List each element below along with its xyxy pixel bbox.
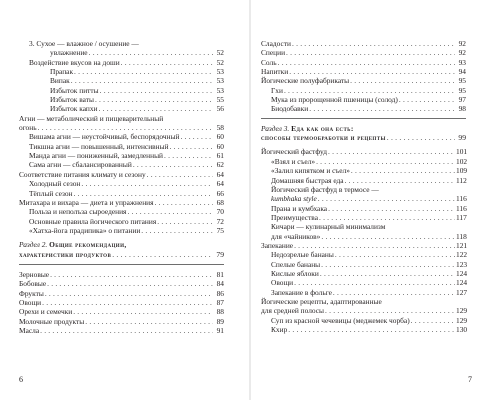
toc-entry [19, 317, 224, 326]
section-label: Раздел 2. [19, 240, 48, 250]
page-number: 64 [216, 179, 224, 189]
toc-entry-title: 3. Сухое — влажное / осушение — [29, 39, 139, 48]
leader-dots [319, 213, 455, 222]
leader-dots [81, 179, 213, 188]
toc-entry [19, 217, 224, 226]
leader-dots [286, 48, 455, 57]
section-title-line2: характеристики продуктов [19, 249, 112, 259]
toc-entry-title: Зерновые [19, 269, 50, 279]
toc-entry [261, 241, 466, 250]
toc-entry-title: «Взял и съел» [271, 156, 316, 166]
leader-dots [85, 317, 213, 326]
leader-dots [164, 151, 213, 160]
section-heading [261, 124, 466, 143]
toc-entry-title: Овощи [271, 278, 294, 288]
leader-dots [289, 67, 455, 76]
divider [261, 118, 466, 119]
leader-dots [157, 217, 213, 226]
toc-entry [261, 147, 466, 156]
toc-entry [261, 204, 466, 213]
leader-dots [284, 86, 455, 95]
page-number: 87 [216, 297, 224, 307]
page-folio: 6 [19, 375, 23, 384]
leader-dots [47, 279, 213, 288]
toc-entry-title: Фрукты [19, 288, 44, 298]
section-title-line2: способы термообработки и рецепты [261, 132, 386, 142]
leader-dots [50, 270, 213, 279]
leader-dots [73, 189, 213, 198]
toc-entry [261, 86, 466, 95]
page-number: 101 [456, 147, 468, 157]
page-number: 53 [216, 76, 224, 86]
leader-dots [278, 58, 455, 67]
toc-entry-title: Манда агни — пониженный, замедленный [29, 151, 163, 161]
page-number: 116 [456, 194, 467, 204]
divider [19, 264, 224, 265]
leader-dots [321, 232, 455, 241]
toc-entry-title: Недозрелые бананы [271, 250, 334, 260]
toc-entry [261, 176, 466, 185]
page-number: 127 [456, 287, 468, 297]
leader-dots [325, 306, 455, 315]
leader-dots [95, 95, 213, 104]
page-folio: 7 [468, 375, 472, 384]
page-number: 99 [458, 132, 466, 142]
page-number: 94 [458, 67, 466, 77]
toc-entry [261, 194, 466, 203]
leader-dots [294, 278, 455, 287]
page-number: 88 [216, 307, 224, 317]
toc-entry-title: Суп из красной чечевицы (меджемек чорба) [271, 315, 410, 325]
toc-entry [19, 132, 224, 141]
toc-entry [19, 279, 224, 288]
leader-dots [351, 166, 455, 175]
toc-entry [261, 48, 466, 57]
toc-entry [19, 289, 224, 298]
leader-dots [288, 325, 455, 334]
page-number: 66 [216, 188, 224, 198]
leader-dots [181, 132, 213, 141]
leader-dots [38, 123, 213, 132]
toc-entry [19, 95, 224, 104]
toc-entry-title: Запекание [261, 240, 294, 250]
toc-entry [19, 326, 224, 335]
toc-entry-title: Йогический фастфуд в термосе — [271, 184, 379, 194]
toc-entry [261, 222, 466, 231]
toc-entry-title: Биодобавки [271, 104, 309, 114]
toc-entry [19, 39, 224, 48]
page-number: 70 [216, 207, 224, 217]
leader-dots [328, 147, 455, 156]
leader-dots [45, 289, 213, 298]
toc-entry-title: Соль [261, 57, 277, 67]
leader-dots [71, 76, 213, 85]
page-number: 124 [456, 268, 468, 278]
leader-dots [350, 76, 455, 85]
toc-entry [261, 213, 466, 222]
page-number: 93 [458, 57, 466, 67]
toc-entry [19, 307, 224, 316]
page-number: 95 [458, 76, 466, 86]
leader-dots [155, 198, 213, 207]
page-number: 55 [216, 95, 224, 105]
toc-entry-title: Прана и кумбхака [271, 203, 328, 213]
page-number: 91 [216, 326, 224, 336]
toc-entry-title: Сладости [261, 39, 292, 48]
toc-entry [19, 151, 224, 160]
leader-dots [320, 269, 455, 278]
toc-entry-title: Випак [50, 76, 70, 86]
toc-entry [19, 86, 224, 95]
toc-entry-title: Молочные продукты [19, 316, 85, 326]
leader-dots [170, 142, 213, 151]
toc-entry-title: Основные правила йогического питания [29, 216, 157, 226]
toc-entry [261, 67, 466, 76]
toc-entry-title: Напитки [261, 67, 289, 77]
toc-entry [19, 298, 224, 307]
toc-entry-title: Овощи [19, 297, 42, 307]
toc-entry-title: Избыток капхи [50, 104, 98, 114]
page-number: 129 [456, 315, 468, 325]
toc-entry [261, 95, 466, 104]
toc-entry [19, 179, 224, 188]
toc-entry [261, 269, 466, 278]
leader-dots [294, 241, 455, 250]
toc-entry-title: Кичари — кулинарный минимализм [271, 222, 386, 232]
page-number: 97 [458, 95, 466, 105]
toc-entry-title: Вишама агни — неустойчивый, беспорядочный [29, 132, 180, 142]
table-of-contents-left [19, 39, 224, 335]
leader-dots [292, 39, 455, 48]
leader-dots [40, 326, 213, 335]
toc-entry [261, 157, 466, 166]
toc-entry [261, 306, 466, 315]
toc-entry [261, 297, 466, 306]
toc-entry-title: Сама агни — сбалансированный [29, 160, 132, 170]
toc-entry [19, 67, 224, 76]
page-number: 62 [216, 160, 224, 170]
toc-entry [19, 114, 224, 123]
leader-dots [112, 250, 213, 260]
toc-entry [19, 189, 224, 198]
page-number: 60 [216, 141, 224, 151]
toc-entry-title: «Хатха-йога прадипика» о питании [29, 225, 141, 235]
toc-entry [261, 166, 466, 175]
toc-entry-title: Гхи [271, 85, 283, 95]
right-page [250, 0, 500, 400]
page-number: 64 [216, 169, 224, 179]
toc-entry-title: для «чайников» [271, 231, 321, 241]
page-number: 112 [456, 175, 467, 185]
toc-entry-title: Воздействие вкусов на доши [29, 57, 120, 67]
leader-dots [387, 133, 455, 143]
page-number: 109 [456, 166, 468, 176]
toc-entry-title: Избыток питты [50, 85, 99, 95]
leader-dots [133, 160, 213, 169]
toc-entry [261, 58, 466, 67]
toc-entry [19, 270, 224, 279]
leader-dots [335, 250, 455, 259]
toc-entry-title: Прапак [50, 67, 74, 77]
toc-entry [261, 278, 466, 287]
toc-entry-title: «Залил кипятком и съел» [271, 166, 350, 176]
toc-entry-title: Запекание в фольге [271, 287, 332, 297]
page-number: 92 [458, 48, 466, 58]
page-number: 129 [456, 306, 468, 316]
toc-entry [19, 198, 224, 207]
page-number: 52 [216, 57, 224, 67]
page-number: 121 [456, 240, 468, 250]
page-number: 92 [458, 39, 466, 48]
toc-entry-title: Йогические рецепты, адаптированные [261, 296, 382, 306]
page-number: 75 [216, 225, 224, 235]
table-of-contents-right [261, 39, 466, 334]
toc-group [19, 39, 224, 235]
toc-entry [19, 160, 224, 169]
toc-entry [261, 325, 466, 334]
page-number: 89 [216, 316, 224, 326]
toc-entry-title: Кхир [271, 325, 288, 335]
leader-dots [309, 104, 455, 113]
toc-entry [19, 104, 224, 113]
leader-dots [74, 67, 213, 76]
leader-dots [316, 157, 455, 166]
leader-dots [328, 204, 455, 213]
toc-entry-title: огонь [19, 123, 37, 133]
leader-dots [321, 260, 455, 269]
toc-entry [261, 185, 466, 194]
toc-entry-title: Тёплый сезон [29, 188, 73, 198]
toc-entry [261, 232, 466, 241]
toc-entry-title: Избыток ваты [50, 95, 94, 105]
toc-entry [261, 288, 466, 297]
toc-entry-title: Мука из пророщенной пшеницы (солод) [271, 95, 398, 105]
leader-dots [73, 307, 213, 316]
leader-dots [411, 316, 455, 325]
toc-entry [19, 76, 224, 85]
toc-entry [19, 226, 224, 235]
leader-dots [127, 207, 213, 216]
toc-entry [19, 170, 224, 179]
page-number: 86 [216, 288, 224, 298]
page-number: 102 [456, 156, 468, 166]
section-title-line1: Еда как она есть: [291, 123, 354, 133]
toc-entry [19, 58, 224, 67]
page-number: 79 [216, 249, 224, 259]
page-number: 124 [456, 278, 468, 288]
toc-entry-title: Преимущества [271, 212, 318, 222]
page-number: 84 [216, 279, 224, 289]
toc-entry [19, 142, 224, 151]
toc-entry [261, 250, 466, 259]
toc-entry-title: Тикшна агни — повышенный, интенсивный [29, 141, 169, 151]
leader-dots [141, 226, 213, 235]
leader-dots [100, 86, 213, 95]
section-title-line1: Общие рекомендации, [49, 240, 127, 250]
leader-dots [121, 58, 213, 67]
page-number: 60 [216, 132, 224, 142]
leader-dots [318, 194, 455, 203]
toc-entry [261, 260, 466, 269]
toc-entry [261, 39, 466, 48]
toc-group [19, 270, 224, 335]
leader-dots [42, 298, 213, 307]
page-number: 68 [216, 197, 224, 207]
page-number: 81 [216, 269, 224, 279]
toc-entry-title: Соответствие питания климату и сезону [19, 169, 146, 179]
toc-entry [261, 76, 466, 85]
toc-entry-title: Митахара и вихара — диета и упражнения [19, 197, 154, 207]
toc-entry-title: Орехи и семечки [19, 307, 73, 317]
page-number: 72 [216, 216, 224, 226]
page-number: 53 [216, 85, 224, 95]
page-number: 122 [456, 250, 468, 260]
toc-entry-title: Холодный сезон [29, 179, 81, 189]
toc-entry [19, 48, 224, 57]
page-number: 58 [216, 123, 224, 133]
toc-entry [261, 316, 466, 325]
toc-entry-title: Йогические полуфабрикаты [261, 76, 350, 86]
toc-group [261, 147, 466, 334]
toc-entry-title: Бобовые [19, 279, 47, 289]
page-number: 53 [216, 67, 224, 77]
page-number: 56 [216, 104, 224, 114]
page-number: 52 [216, 48, 224, 58]
page-number: 117 [456, 212, 467, 222]
page-number: 130 [456, 325, 468, 335]
toc-entry-title: Агни — метаболический и пищеварительный [19, 113, 164, 123]
page-number: 95 [458, 85, 466, 95]
toc-entry-title: Йогический фастфуд [261, 147, 328, 157]
page-number: 98 [458, 104, 466, 114]
leader-dots [147, 170, 213, 179]
leader-dots [89, 48, 213, 57]
toc-entry-title: Масла [19, 326, 40, 336]
toc-entry-title: Домашняя быстрая еда [271, 175, 344, 185]
leader-dots [345, 176, 455, 185]
toc-entry [261, 104, 466, 113]
toc-entry-title: увлажнение [50, 48, 88, 58]
toc-entry-title: kumbhaka style [271, 194, 317, 204]
page-number: 118 [456, 231, 467, 241]
toc-entry-title: Кислые яблоки [271, 268, 319, 278]
toc-entry-title: Спелые бананы [271, 259, 321, 269]
leader-dots [99, 104, 213, 113]
toc-entry-title: Специи [261, 48, 286, 58]
page-number: 116 [456, 203, 467, 213]
section-label: Раздел 3. [261, 123, 290, 133]
toc-entry [19, 207, 224, 216]
leader-dots [333, 288, 455, 297]
section-heading [19, 240, 224, 259]
page-number: 123 [456, 259, 468, 269]
toc-group [261, 39, 466, 114]
leader-dots [399, 95, 455, 104]
toc-entry [19, 123, 224, 132]
toc-entry-title: для средней полосы [261, 306, 325, 316]
page-number: 61 [216, 151, 224, 161]
toc-entry-title: Польза и неполъза сыроедения [29, 207, 127, 217]
